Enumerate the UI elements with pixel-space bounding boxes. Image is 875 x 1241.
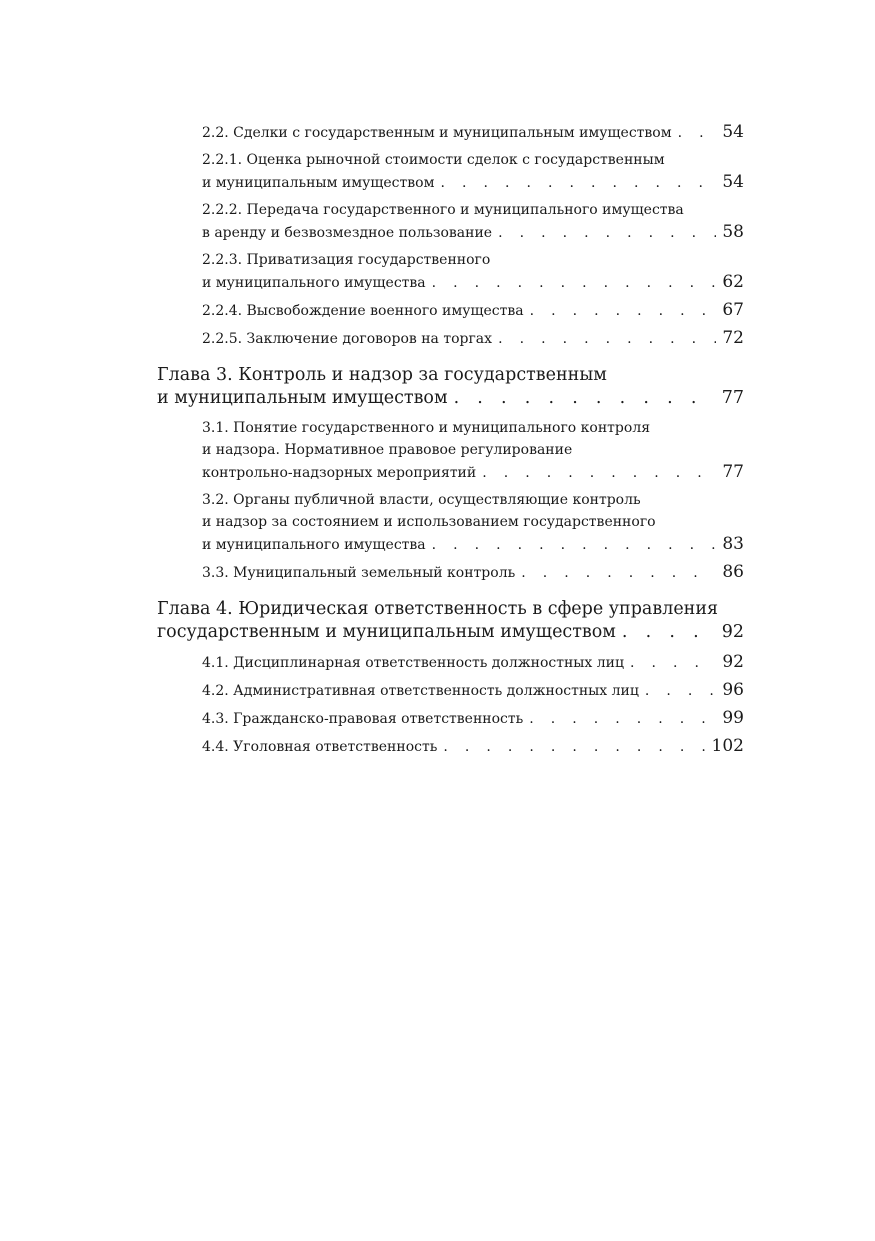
toc-page-number: 86: [722, 562, 744, 582]
toc-entry-title: в аренду и безвозмездное пользование: [202, 225, 493, 241]
toc-page-number: 102: [711, 736, 744, 756]
toc-leader-dots: [426, 272, 717, 294]
toc-entry-4-4: [202, 735, 744, 758]
toc-entry-title: 4.4. Уголовная ответственность: [202, 739, 438, 755]
toc-entry-2-2-5: [202, 327, 744, 350]
toc-entry-title: и муниципальным имуществом: [202, 175, 435, 191]
toc-page-number: 67: [722, 300, 744, 320]
toc-leader-dots: [523, 708, 716, 730]
toc-entry-title: контрольно-надзорных мероприятий: [202, 465, 477, 481]
toc-entry-title: и муниципального имущества: [202, 275, 426, 291]
toc-entry-title: 2.2. Сделки с государственным и муниципальным имуществом: [202, 125, 672, 141]
toc-entry-title: 3.3. Муниципальный земельный контроль: [202, 565, 516, 581]
toc-entry-2-2: [202, 121, 744, 144]
toc-page-number: 58: [722, 222, 744, 242]
toc-page-number: 72: [722, 328, 744, 348]
toc-page-number: 83: [722, 534, 744, 554]
toc-entry-title: 3.1. Понятие государственного и муниципального контроля: [202, 420, 651, 436]
toc-entry-title: 4.1. Дисциплинарная ответственность должностных лиц: [202, 655, 625, 671]
toc-leader-dots: [616, 621, 716, 644]
toc-leader-dots: [476, 462, 716, 484]
toc-entry-4-1: [202, 651, 744, 674]
toc-page-number: 99: [722, 708, 744, 728]
toc-entry-4-2: [202, 679, 744, 702]
toc-page-number: 77: [722, 462, 744, 482]
toc-entry-title: 2.2.3. Приватизация государственного: [202, 252, 491, 268]
toc-page-number: 54: [722, 122, 744, 142]
toc-leader-dots: [639, 680, 716, 702]
table-of-contents: [157, 121, 744, 763]
toc-entry-title: 2.2.1. Оценка рыночной стоимости сделок с государственным: [202, 152, 665, 168]
toc-leader-dots: [426, 534, 717, 556]
toc-entry-2-2-3: [202, 249, 744, 294]
toc-leader-dots: [624, 652, 716, 674]
toc-chapter-3: [157, 364, 744, 410]
toc-entry-title: 2.2.4. Высвобождение военного имущества: [202, 303, 524, 319]
toc-leader-dots: [524, 300, 717, 322]
toc-entry-title: 4.3. Гражданско-правовая ответственность: [202, 711, 524, 727]
toc-entry-title: 2.2.2. Передача государственного и муниципального имущества: [202, 202, 684, 218]
toc-entry-3-2: [202, 489, 744, 556]
toc-page-number: 96: [722, 680, 744, 700]
toc-entry-title: 3.2. Органы публичной власти, осуществляющие контроль: [202, 492, 641, 508]
toc-entry-title: 4.2. Административная ответственность должностных лиц: [202, 683, 639, 699]
toc-page-number: 62: [722, 272, 744, 292]
toc-leader-dots: [492, 222, 716, 244]
toc-entry-4-3: [202, 707, 744, 730]
toc-entry-title: и надзор за состоянием и использованием государственного: [202, 514, 656, 530]
toc-chapter-title: Глава 3. Контроль и надзор за государственным: [157, 365, 607, 385]
toc-leader-dots: [515, 562, 716, 584]
toc-leader-dots: [672, 122, 717, 144]
toc-leader-dots: [492, 328, 716, 350]
toc-entry-title: и муниципального имущества: [202, 537, 426, 553]
toc-chapter-title: государственным и муниципальным имуществом: [157, 622, 616, 642]
toc-leader-dots: [437, 736, 705, 758]
toc-page-number: 77: [721, 388, 744, 408]
toc-page-number: 92: [721, 622, 744, 642]
toc-entry-3-3: [202, 561, 744, 584]
toc-page-number: 54: [722, 172, 744, 192]
toc-entry-2-2-2: [202, 199, 744, 244]
toc-chapter-title: Глава 4. Юридическая ответственность в сфере управления: [157, 599, 719, 619]
toc-entry-2-2-4: [202, 299, 744, 322]
toc-chapter-4: [157, 598, 744, 644]
toc-entry-2-2-1: [202, 149, 744, 194]
toc-entry-title: и надзора. Нормативное правовое регулирование: [202, 442, 573, 458]
toc-page-number: 92: [722, 652, 744, 672]
toc-entry-3-1: [202, 417, 744, 484]
toc-leader-dots: [448, 387, 716, 410]
toc-leader-dots: [434, 172, 716, 194]
toc-chapter-title: и муниципальным имуществом: [157, 388, 448, 408]
toc-entry-title: 2.2.5. Заключение договоров на торгах: [202, 331, 493, 347]
